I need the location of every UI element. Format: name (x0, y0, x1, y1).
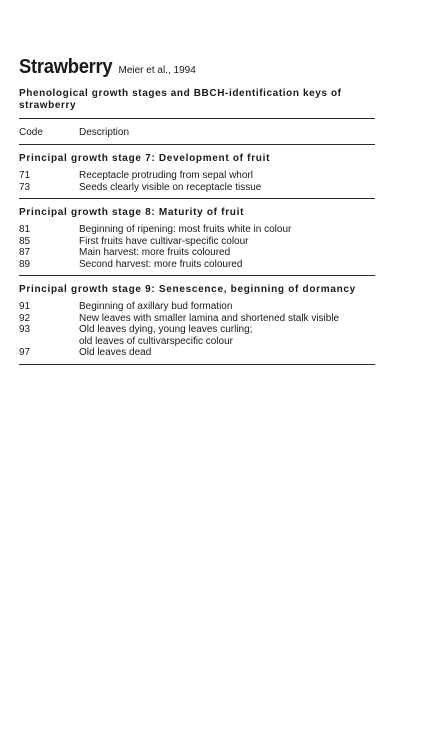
column-header-description: Description (79, 126, 130, 138)
row-code: 97 (19, 347, 31, 358)
section-rows (19, 298, 375, 364)
row-code: 91 (19, 301, 31, 312)
row-code: 93 (19, 324, 31, 335)
row-description: Receptacle protruding from sepal whorl (79, 170, 253, 181)
row-code: 71 (19, 170, 31, 181)
table-row (19, 182, 375, 194)
row-code: 85 (19, 235, 31, 247)
section-rows (19, 221, 375, 275)
sections-container (19, 145, 375, 365)
table-row (19, 259, 375, 271)
divider (19, 118, 375, 119)
section-title: Principal growth stage 9: Senescence, beginning of dormancy (19, 284, 356, 295)
row-description: Main harvest: more fruits coloured (79, 247, 231, 258)
table-row (19, 236, 375, 248)
row-description: First fruits have cultivar-specific colour (79, 235, 249, 247)
row-description: New leaves with smaller lamina and shortened stalk visible (79, 312, 340, 324)
row-code: 87 (19, 247, 31, 258)
growth-stage-section (19, 199, 375, 276)
author-citation: Meier et al., 1994 (118, 65, 196, 76)
table-row (19, 224, 375, 236)
section-title: Principal growth stage 7: Development of fruit (19, 153, 271, 164)
growth-stage-section (19, 145, 375, 199)
growth-stage-section (19, 276, 375, 365)
row-code: 81 (19, 224, 31, 235)
table-row (19, 313, 375, 325)
row-code: 92 (19, 312, 31, 324)
divider (19, 364, 375, 365)
column-header-code: Code (19, 126, 43, 138)
table-row (19, 247, 375, 259)
table-row (19, 324, 375, 347)
row-code: 73 (19, 181, 31, 193)
section-rows (19, 167, 375, 198)
row-description: Beginning of ripening: most fruits white in colour (79, 224, 292, 235)
page-subtitle: Phenological growth stages and BBCH-identification keys of strawberry (19, 88, 342, 111)
title-row (19, 56, 375, 84)
row-description: Second harvest: more fruits coloured (79, 258, 243, 270)
row-description: Old leaves dead (79, 347, 152, 358)
table-row (19, 301, 375, 313)
column-header-row (19, 120, 375, 144)
row-description: Beginning of axillary bud formation (79, 301, 233, 312)
page-title: Strawberry (19, 56, 113, 78)
document-page (19, 56, 375, 365)
row-description: Seeds clearly visible on receptacle tissue (79, 181, 262, 193)
section-title: Principal growth stage 8: Maturity of fruit (19, 207, 245, 218)
table-row (19, 347, 375, 359)
row-description: Old leaves dying, young leaves curling; old leaves of cultivarspecific colour (79, 324, 253, 347)
row-code: 89 (19, 258, 31, 270)
table-row (19, 170, 375, 182)
